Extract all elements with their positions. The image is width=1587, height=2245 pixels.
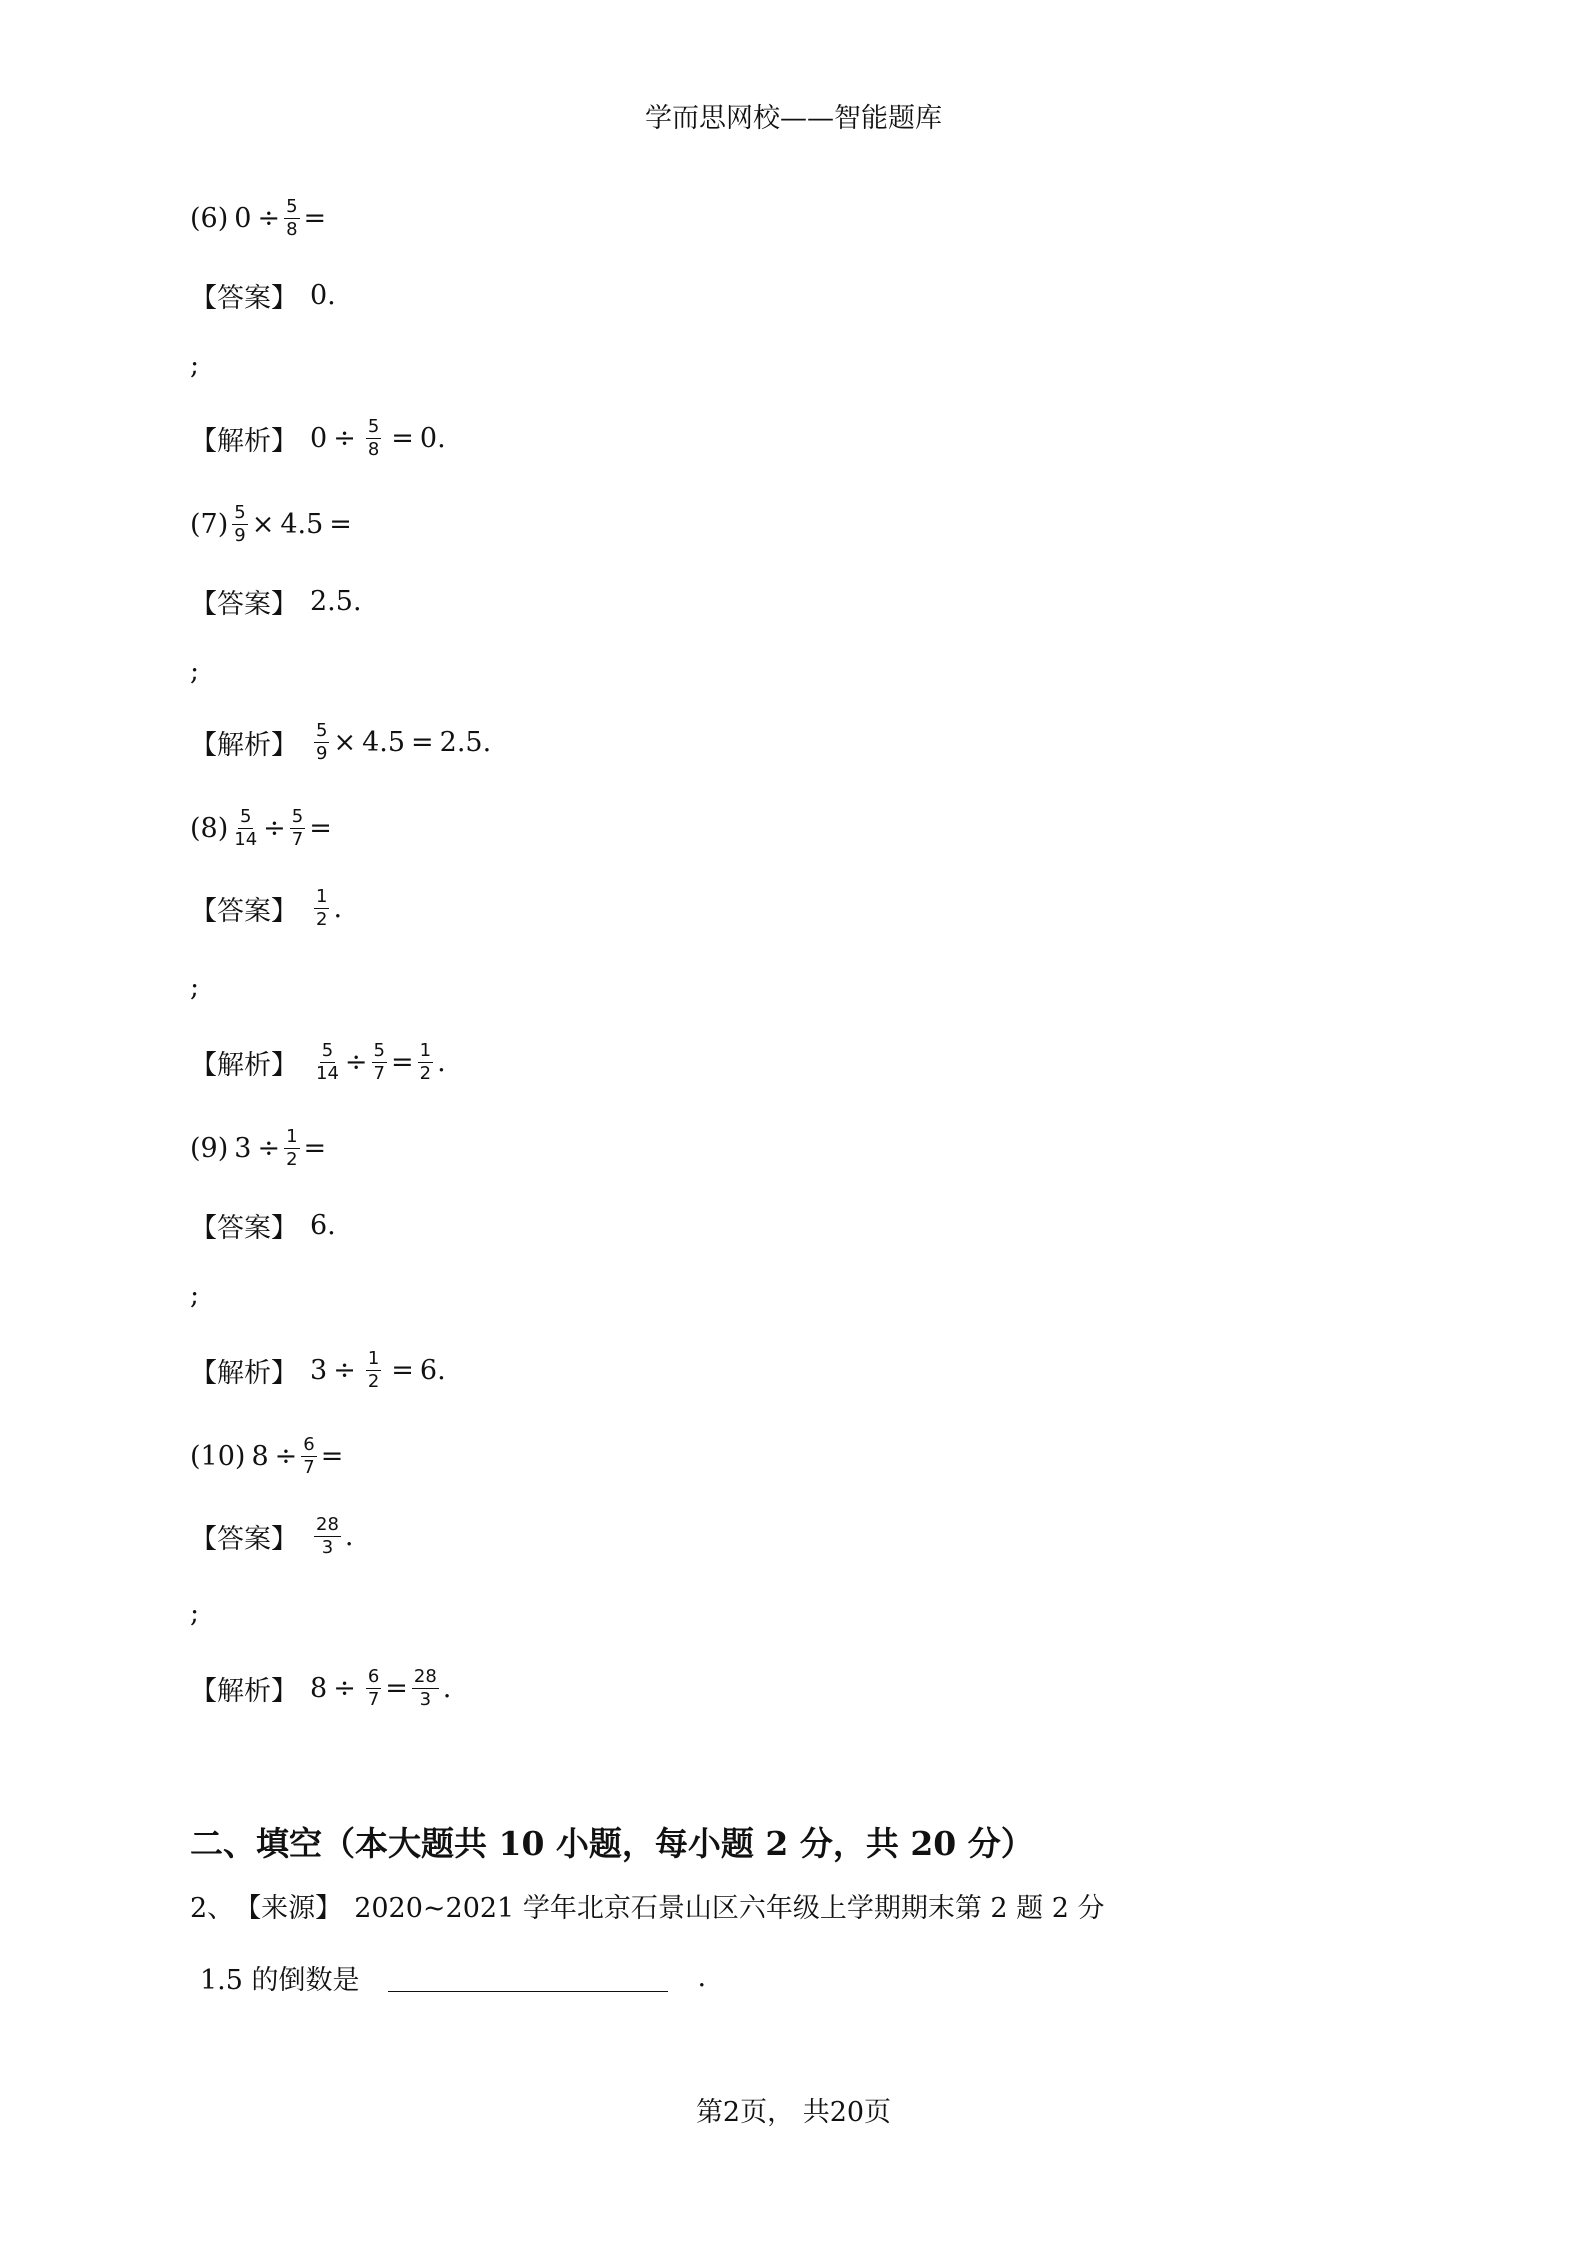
- fraction: $\frac{5}{7}$: [373, 1040, 385, 1084]
- problem-10-analysis: [190, 1668, 451, 1709]
- fraction: $\frac{5}{7}$: [291, 806, 304, 850]
- answer-value: 6.: [310, 1210, 336, 1241]
- question-stem: 1.5 的倒数是: [200, 1965, 360, 1996]
- problem-label: (9): [190, 1133, 229, 1164]
- fraction: $\frac{1}{2}$: [367, 1348, 380, 1392]
- analysis-tag: 【解析】: [190, 1676, 298, 1707]
- answer-blank[interactable]: [388, 1963, 668, 1992]
- problem-9-question: [190, 1128, 326, 1169]
- equals: =: [303, 203, 327, 234]
- question-2-stem: [200, 1958, 706, 1997]
- equals: =: [391, 423, 414, 454]
- period: .: [697, 1962, 707, 1993]
- result: 6.: [419, 1355, 446, 1386]
- equals: =: [303, 1133, 327, 1164]
- analysis-tag: 【解析】: [190, 730, 298, 761]
- fraction: $\frac{5}{14}$: [316, 1040, 339, 1084]
- answer-tag: 【答案】: [190, 1213, 298, 1244]
- problem-8-analysis: [190, 1042, 446, 1083]
- period: .: [442, 1673, 452, 1704]
- problem-label: (10): [190, 1441, 246, 1472]
- problem-label: (7): [190, 509, 229, 540]
- operator: ÷: [344, 1047, 368, 1078]
- fraction: $\frac{5}{9}$: [316, 720, 328, 764]
- semicolon: ;: [190, 350, 200, 381]
- analysis-tag: 【解析】: [190, 1358, 298, 1389]
- fraction: $\frac{6}{7}$: [303, 1434, 315, 1478]
- fraction: $\frac{28}{3}$: [316, 1514, 339, 1558]
- page-header: 学而思网校——智能题库: [645, 103, 942, 134]
- problem-label: (8): [190, 813, 229, 844]
- operand: 4.5: [280, 509, 324, 540]
- problem-6-analysis: [190, 418, 446, 459]
- semicolon: ;: [190, 656, 200, 687]
- answer-tag: 【答案】: [190, 896, 298, 927]
- fraction: $\frac{28}{3}$: [413, 1666, 437, 1710]
- operand: 4.5: [362, 727, 406, 758]
- operand: 8: [310, 1673, 328, 1704]
- operator: ÷: [333, 1355, 356, 1386]
- problem-label: (6): [190, 203, 229, 234]
- operand: 0: [310, 423, 328, 454]
- operand: 3: [310, 1355, 328, 1386]
- equals: =: [320, 1441, 344, 1472]
- fraction: $\frac{1}{2}$: [316, 886, 328, 930]
- operator: ×: [333, 727, 357, 758]
- fraction: $\frac{5}{9}$: [234, 502, 246, 546]
- fraction: $\frac{5}{14}$: [234, 806, 258, 850]
- operator: ×: [251, 509, 275, 540]
- operator: ÷: [333, 423, 356, 454]
- equals: =: [411, 727, 434, 758]
- fraction: $\frac{5}{8}$: [367, 416, 380, 460]
- problem-7-answer: [190, 582, 362, 621]
- question-number: 2、: [190, 1893, 235, 1924]
- answer-tag: 【答案】: [190, 589, 298, 620]
- result: 0.: [419, 423, 446, 454]
- answer-value: 0.: [310, 280, 336, 311]
- problem-7-analysis: [190, 722, 497, 763]
- operator: ÷: [257, 1133, 281, 1164]
- problem-8-question: [190, 808, 332, 849]
- equals: =: [390, 1047, 414, 1078]
- period: .: [437, 1047, 446, 1078]
- period: .: [344, 1521, 354, 1552]
- answer-value: 2.5.: [310, 586, 362, 617]
- problem-8-answer: [190, 888, 342, 929]
- operator: ÷: [333, 1673, 356, 1704]
- fraction: $\frac{1}{2}$: [419, 1040, 432, 1084]
- analysis-tag: 【解析】: [190, 426, 298, 457]
- source-tag: 【来源】: [234, 1893, 343, 1924]
- problem-10-answer: [190, 1516, 354, 1557]
- semicolon: ;: [190, 972, 200, 1003]
- fraction: $\frac{5}{8}$: [286, 196, 298, 240]
- page-footer: 第2页， 共20页: [695, 2097, 892, 2128]
- fraction: $\frac{6}{7}$: [367, 1666, 380, 1710]
- equals: =: [309, 813, 332, 844]
- problem-9-answer: [190, 1206, 336, 1245]
- semicolon: ;: [190, 1280, 200, 1311]
- source-text: 2020~2021 学年北京石景山区六年级上学期期末第 2 题 2 分: [354, 1893, 1105, 1924]
- answer-tag: 【答案】: [190, 1524, 298, 1555]
- equals: =: [329, 509, 352, 540]
- fraction: $\frac{1}{2}$: [286, 1126, 298, 1170]
- question-2-source: [190, 1886, 1105, 1925]
- period: .: [333, 893, 343, 924]
- problem-7-question: [190, 504, 352, 545]
- problem-10-question: [190, 1436, 343, 1477]
- operator: ÷: [257, 203, 281, 234]
- analysis-tag: 【解析】: [190, 1050, 298, 1081]
- operator: ÷: [274, 1441, 298, 1472]
- operand: 0: [234, 203, 252, 234]
- operand: 8: [251, 1441, 269, 1472]
- equals: =: [391, 1355, 414, 1386]
- section-title: 二、填空（本大题共 10 小题，每小题 2 分，共 20 分）: [190, 1824, 1034, 1863]
- answer-tag: 【答案】: [190, 283, 298, 314]
- operator: ÷: [263, 813, 286, 844]
- result: 2.5.: [439, 727, 492, 758]
- semicolon: ;: [190, 1598, 200, 1629]
- equals: =: [385, 1673, 408, 1704]
- problem-9-analysis: [190, 1350, 446, 1391]
- problem-6-answer: [190, 276, 336, 315]
- operand: 3: [234, 1133, 252, 1164]
- problem-6-question: [190, 198, 326, 239]
